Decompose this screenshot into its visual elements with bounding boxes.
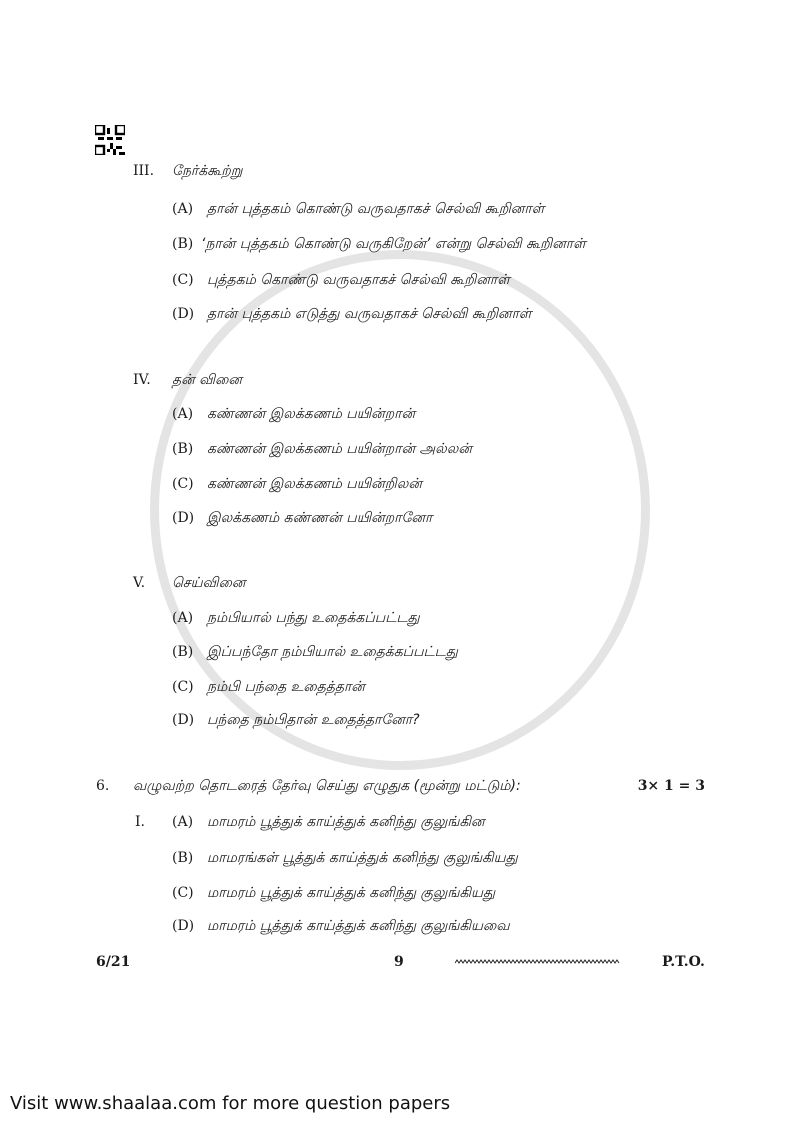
subquestion-number: I. <box>135 814 145 830</box>
option-label: (C) <box>172 885 194 901</box>
option-text: ‘நான் புத்தகம் கொண்டு வருகிறேன்’ என்று செல்வி கூறினாள் <box>201 236 586 252</box>
option-label: (D) <box>172 712 195 728</box>
option-label: (C) <box>172 272 194 288</box>
option-label: (B) <box>172 441 194 457</box>
option-label: (B) <box>172 850 194 866</box>
option-label: (A) <box>172 814 194 830</box>
wavy-line-divider <box>455 958 621 968</box>
option-text: மாமரம் பூத்துக் காய்த்துக் கனிந்து குலுங்கியது <box>207 885 496 901</box>
option-label: (C) <box>172 476 194 492</box>
qr-code-icon <box>95 125 125 155</box>
section-number: V. <box>133 575 146 591</box>
paper-code: 6/21 <box>96 954 131 970</box>
section-title: செய்வினை <box>172 575 246 591</box>
option-text: கண்ணன் இலக்கணம் பயின்றிலன் <box>207 476 422 492</box>
question-number: 6. <box>96 778 110 794</box>
section-title: நேர்க்கூற்று <box>172 163 243 179</box>
option-text: மாமரங்கள் பூத்துக் காய்த்துக் கனிந்து குலுங்கியது <box>207 850 518 866</box>
option-text: கண்ணன் இலக்கணம் பயின்றான் <box>207 406 416 422</box>
option-text: தான் புத்தகம் கொண்டு வருவதாகச் செல்வி கூறினாள் <box>207 201 545 217</box>
page-number: 9 <box>394 954 404 970</box>
option-text: மாமரம் பூத்துக் காய்த்துக் கனிந்து குலுங்கின <box>207 814 485 830</box>
visit-shaalaa-link[interactable]: Visit www.shaalaa.com for more question papers <box>10 1093 451 1114</box>
option-label: (D) <box>172 306 195 322</box>
option-text: பந்தை நம்பிதான் உதைத்தானோ? <box>207 712 420 728</box>
option-text: நம்பியால் பந்து உதைக்கப்பட்டது <box>207 610 420 626</box>
option-label: (B) <box>172 236 194 252</box>
option-label: (A) <box>172 406 194 422</box>
question-marks: 3× 1 = 3 <box>637 778 705 794</box>
option-text: இலக்கணம் கண்ணன் பயின்றானோ <box>207 510 433 526</box>
section-number: III. <box>133 163 155 179</box>
option-label: (D) <box>172 918 195 934</box>
option-text: நம்பி பந்தை உதைத்தான் <box>207 679 365 695</box>
option-text: மாமரம் பூத்துக் காய்த்துக் கனிந்து குலுங்கியவை <box>207 918 510 934</box>
option-text: புத்தகம் கொண்டு வருவதாகச் செல்வி கூறினாள் <box>207 272 510 288</box>
section-title: தன் வினை <box>172 372 242 388</box>
option-text: கண்ணன் இலக்கணம் பயின்றான் அல்லன் <box>207 441 472 457</box>
option-label: (A) <box>172 610 194 626</box>
option-label: (B) <box>172 644 194 660</box>
option-label: (D) <box>172 510 195 526</box>
option-text: தான் புத்தகம் எடுத்து வருவதாகச் செல்வி கூறினாள் <box>207 306 532 322</box>
question-text: வழுவற்ற தொடரைத் தேர்வு செய்து எழுதுக (மூன்று மட்டும்): <box>133 778 521 794</box>
option-text: இப்பந்தோ நம்பியால் உதைக்கப்பட்டது <box>207 644 458 660</box>
section-number: IV. <box>133 372 151 388</box>
option-label: (C) <box>172 679 194 695</box>
option-label: (A) <box>172 201 194 217</box>
pto-label: P.T.O. <box>662 954 705 970</box>
